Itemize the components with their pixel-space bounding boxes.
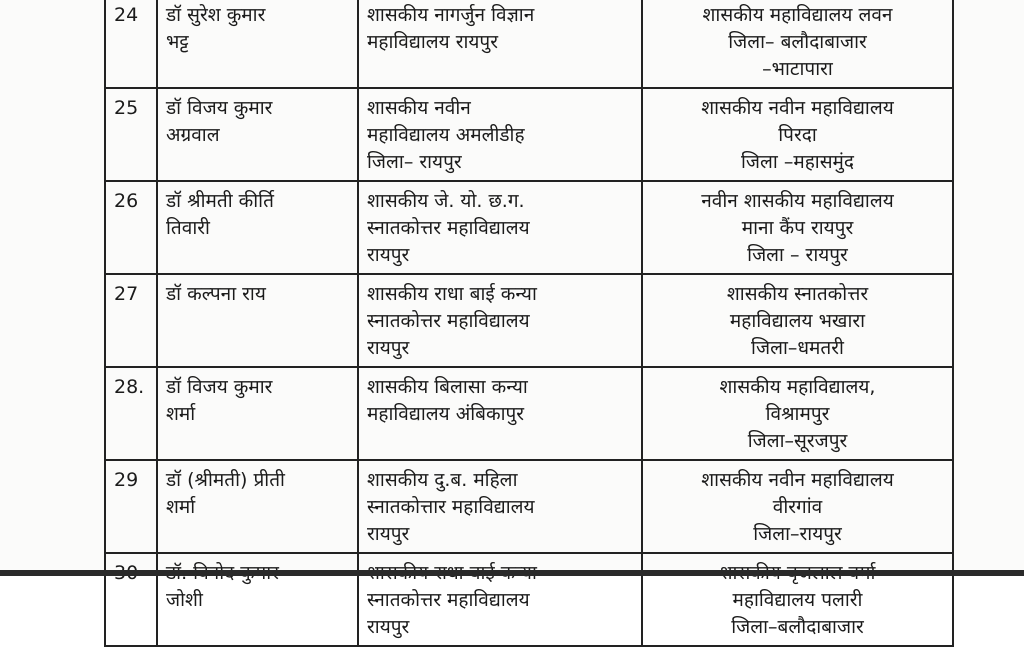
to-line: शासकीय स्नातकोत्तर bbox=[726, 283, 869, 305]
name-line: डॉ श्रीमती कीर्ति bbox=[166, 190, 274, 212]
to-line: जिला–सूरजपुर bbox=[747, 430, 848, 452]
name-cell bbox=[157, 460, 358, 553]
from-college-cell bbox=[358, 367, 642, 460]
from-college-cell bbox=[358, 553, 642, 646]
name-cell bbox=[157, 553, 358, 646]
from-line: महाविद्यालय अमलीडीह bbox=[367, 124, 525, 146]
serial-number: 25 bbox=[105, 88, 157, 181]
name-line: डॉ सुरेश कुमार bbox=[166, 4, 266, 26]
to-line: शासकीय नवीन महाविद्यालय bbox=[701, 97, 894, 119]
to-line: शासकीय महाविद्यालय लवन bbox=[702, 4, 893, 26]
from-line: स्नातकोत्तर महाविद्यालय bbox=[367, 217, 530, 239]
from-line: शासकीय जे. यो. छ.ग. bbox=[367, 190, 525, 212]
name-cell bbox=[157, 88, 358, 181]
name-cell bbox=[157, 0, 358, 88]
from-line: स्नातकोत्तर महाविद्यालय bbox=[367, 589, 530, 611]
table-row bbox=[105, 274, 953, 367]
to-college-cell bbox=[642, 274, 953, 367]
from-line: महाविद्यालय अंबिकापुर bbox=[367, 403, 525, 425]
name-line: डॉ विजय कुमार bbox=[166, 97, 273, 119]
name-line: डॉ कल्पना राय bbox=[166, 283, 266, 305]
to-line: महाविद्यालय पलारी bbox=[732, 589, 863, 611]
to-line: जिला – रायपुर bbox=[747, 244, 848, 266]
to-college-cell bbox=[642, 367, 953, 460]
from-line: रायपुर bbox=[367, 616, 410, 638]
from-college-cell bbox=[358, 181, 642, 274]
to-line: पिरदा bbox=[778, 124, 817, 146]
from-line: रायपुर bbox=[367, 244, 410, 266]
to-line: –भाटापारा bbox=[762, 58, 833, 80]
to-line: जिला–धमतरी bbox=[751, 337, 844, 359]
from-college-cell bbox=[358, 88, 642, 181]
serial-number bbox=[105, 553, 157, 646]
from-line: शासकीय नागर्जुन विज्ञान bbox=[367, 4, 535, 26]
name-line: भट्ट bbox=[166, 31, 189, 53]
to-college-cell bbox=[642, 0, 953, 88]
table-row bbox=[105, 553, 953, 646]
to-line: शासकीय महाविद्यालय, bbox=[719, 376, 876, 398]
from-college-cell bbox=[358, 274, 642, 367]
from-line: शासकीय राधा बाई कन्या bbox=[367, 283, 537, 305]
table-row bbox=[105, 181, 953, 274]
name-line: तिवारी bbox=[166, 217, 210, 239]
transfer-table bbox=[104, 0, 954, 647]
to-line: शासकीय नवीन महाविद्यालय bbox=[701, 469, 894, 491]
name-line: अग्रवाल bbox=[166, 124, 220, 146]
name-line: शर्मा bbox=[166, 403, 196, 425]
to-line: जिला–बलौदाबाजार bbox=[731, 616, 864, 638]
from-line: शासकीय बिलासा कन्या bbox=[367, 376, 528, 398]
to-line: जिला –महासमुंद bbox=[740, 151, 855, 173]
from-line: जिला– रायपुर bbox=[367, 151, 462, 173]
to-line: महाविद्यालय भखारा bbox=[729, 310, 866, 332]
name-line: डॉ (श्रीमती) प्रीती bbox=[166, 469, 285, 491]
name-cell bbox=[157, 274, 358, 367]
from-line: रायपुर bbox=[367, 523, 410, 545]
serial-number: 26 bbox=[105, 181, 157, 274]
to-line: नवीन शासकीय महाविद्यालय bbox=[701, 190, 894, 212]
to-college-cell bbox=[642, 553, 953, 646]
to-college-cell bbox=[642, 460, 953, 553]
from-college-cell bbox=[358, 0, 642, 88]
from-college-cell bbox=[358, 460, 642, 553]
name-line: डॉ विजय कुमार bbox=[166, 376, 273, 398]
from-line: शासकीय दु.ब. महिला bbox=[367, 469, 518, 491]
from-line: स्नातकोत्तार महाविद्यालय bbox=[367, 496, 535, 518]
to-line: जिला–रायपुर bbox=[753, 523, 842, 545]
to-college-cell bbox=[642, 88, 953, 181]
table-row bbox=[105, 0, 953, 88]
to-line: विश्रामपुर bbox=[765, 403, 830, 425]
table-row bbox=[105, 88, 953, 181]
name-cell bbox=[157, 367, 358, 460]
name-line: जोशी bbox=[166, 589, 203, 611]
from-line: महाविद्यालय रायपुर bbox=[367, 31, 498, 53]
from-line: स्नातकोत्तर महाविद्यालय bbox=[367, 310, 530, 332]
serial-number: 24 bbox=[105, 0, 157, 88]
name-line: शर्मा bbox=[166, 496, 196, 518]
table-row bbox=[105, 460, 953, 553]
bottom-edge-bar bbox=[0, 570, 1024, 576]
from-line: शासकीय नवीन bbox=[367, 97, 471, 119]
to-college-cell bbox=[642, 181, 953, 274]
serial-number: 29 bbox=[105, 460, 157, 553]
to-line: वीरगांव bbox=[772, 496, 823, 518]
serial-number: 27 bbox=[105, 274, 157, 367]
from-line: रायपुर bbox=[367, 337, 410, 359]
to-line: जिला– बलौदाबाजार bbox=[728, 31, 867, 53]
to-line: माना कैंप रायपुर bbox=[741, 217, 854, 239]
name-cell bbox=[157, 181, 358, 274]
serial-number: 28. bbox=[105, 367, 157, 460]
table-row bbox=[105, 367, 953, 460]
